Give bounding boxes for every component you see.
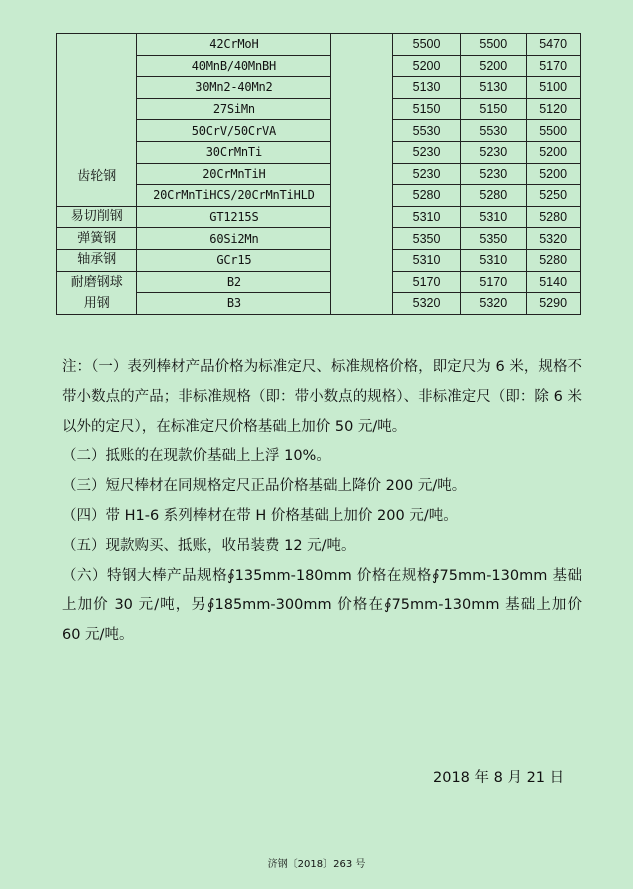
empty-cell (331, 163, 393, 185)
price-cell: 5200 (460, 55, 526, 77)
price-cell: 5140 (526, 271, 580, 293)
category-cell (57, 34, 137, 207)
empty-cell (331, 206, 393, 228)
grade-cell: B2 (137, 271, 331, 293)
empty-cell (331, 98, 393, 120)
table-row (57, 55, 633, 77)
price-cell: 5100 (526, 77, 580, 99)
price-cell: 5280 (393, 185, 461, 207)
category-label: 耐磨钢球 (70, 274, 123, 290)
price-cell: 5500 (460, 34, 526, 56)
category-cell: 易切削钢 (57, 206, 137, 228)
price-cell: 5130 (393, 77, 461, 99)
price-cell: 5320 (526, 228, 580, 250)
table-row (57, 185, 633, 207)
category-cell: 轴承钢 (57, 249, 137, 271)
empty-cell (331, 185, 393, 207)
table-row (57, 120, 633, 142)
category-label: 齿轮钢 (77, 169, 117, 184)
grade-cell: GCr15 (137, 249, 331, 271)
note-3: （三）短尺棒材在同规格定尺正品价格基础上降价 200 元/吨。 (62, 478, 467, 495)
document-date: 2018 年 8 月 21 日 (433, 770, 565, 786)
note-6: （六）特钢大棒产品规格∮135mm-180mm 价格在规格∮75mm-130mm 基础上加价 30 元/吨，另∮185mm-300mm 价格在∮75mm-130mm 基础上加价 60 元/吨。 (62, 567, 582, 644)
category-cell: 弹簧钢 (57, 228, 137, 250)
grade-cell: 27SiMn (137, 98, 331, 120)
price-cell: 5170 (526, 55, 580, 77)
note-4: （四）带 H1-6 系列棒材在带 H 价格基础上加价 200 元/吨。 (62, 507, 458, 524)
price-cell: 5470 (526, 34, 580, 56)
price-cell: 5230 (460, 141, 526, 163)
grade-cell: 20CrMnTiH (137, 163, 331, 185)
price-cell: 5280 (526, 249, 580, 271)
grade-cell: 20CrMnTiHCS/20CrMnTiHLD (137, 185, 331, 207)
empty-cell (331, 228, 393, 250)
table-row (57, 34, 633, 56)
grade-cell: 30Mn2-40Mn2 (137, 77, 331, 99)
empty-cell (331, 55, 393, 77)
price-cell: 5280 (460, 185, 526, 207)
price-cell: 5200 (393, 55, 461, 77)
note-5: （五）现款购买、抵账，收吊装费 12 元/吨。 (62, 537, 356, 554)
price-cell: 5150 (460, 98, 526, 120)
category-label: 用钢 (83, 295, 110, 311)
grade-cell: B3 (137, 293, 331, 315)
table-row (57, 141, 633, 163)
empty-cell (331, 249, 393, 271)
price-table-body (57, 34, 633, 315)
empty-cell (331, 34, 393, 56)
document-number: 济钢〔2018〕263 号 (267, 859, 366, 870)
grade-cell: 42CrMoH (137, 34, 331, 56)
table-row (57, 228, 633, 250)
empty-cell (331, 120, 393, 142)
table-row (57, 206, 633, 228)
note-1: 注：（一）表列棒材产品价格为标准定尺、标准规格价格，即定尺为 6 米，规格不带小数点的产品；非标准规格（即：带小数点的规格）、非标准定尺（即：除 6 米以外的定尺），在标准定尺价格基础上加价 50 元/吨。 (62, 359, 582, 435)
price-cell: 5320 (460, 293, 526, 315)
empty-cell (331, 77, 393, 99)
price-cell: 5280 (526, 206, 580, 228)
note-2: （二）抵账的在现款价基础上上浮 10%。 (62, 448, 331, 465)
grade-cell: GT1215S (137, 206, 331, 228)
grade-cell: 30CrMnTi (137, 141, 331, 163)
price-cell: 5290 (526, 293, 580, 315)
price-cell: 5130 (460, 77, 526, 99)
grade-cell: 40MnB/40MnBH (137, 55, 331, 77)
price-cell: 5170 (393, 271, 461, 293)
table-row (57, 163, 633, 185)
empty-cell (331, 293, 393, 315)
table-row (57, 98, 633, 120)
price-table (56, 33, 633, 315)
price-cell: 5200 (526, 141, 580, 163)
price-cell: 5310 (460, 206, 526, 228)
price-cell: 5200 (526, 163, 580, 185)
table-row (57, 249, 633, 271)
price-cell: 5120 (526, 98, 580, 120)
empty-cell (331, 271, 393, 293)
price-cell: 5310 (393, 249, 461, 271)
price-cell: 5170 (460, 271, 526, 293)
price-cell: 5230 (393, 163, 461, 185)
notes-section (62, 353, 582, 651)
table-row (57, 271, 633, 293)
grade-cell: 60Si2Mn (137, 228, 331, 250)
price-cell: 5500 (526, 120, 580, 142)
table-row (57, 293, 633, 315)
price-cell: 5320 (393, 293, 461, 315)
price-cell: 5500 (393, 34, 461, 56)
table-row (57, 77, 633, 99)
price-cell: 5530 (393, 120, 461, 142)
price-cell: 5230 (460, 163, 526, 185)
price-cell: 5230 (393, 141, 461, 163)
price-cell: 5350 (460, 228, 526, 250)
category-cell (57, 271, 137, 314)
price-cell: 5250 (526, 185, 580, 207)
price-cell: 5530 (460, 120, 526, 142)
price-cell: 5310 (393, 206, 461, 228)
empty-cell (331, 141, 393, 163)
price-cell: 5350 (393, 228, 461, 250)
grade-cell: 50CrV/50CrVA (137, 120, 331, 142)
price-cell: 5310 (460, 249, 526, 271)
price-cell: 5150 (393, 98, 461, 120)
